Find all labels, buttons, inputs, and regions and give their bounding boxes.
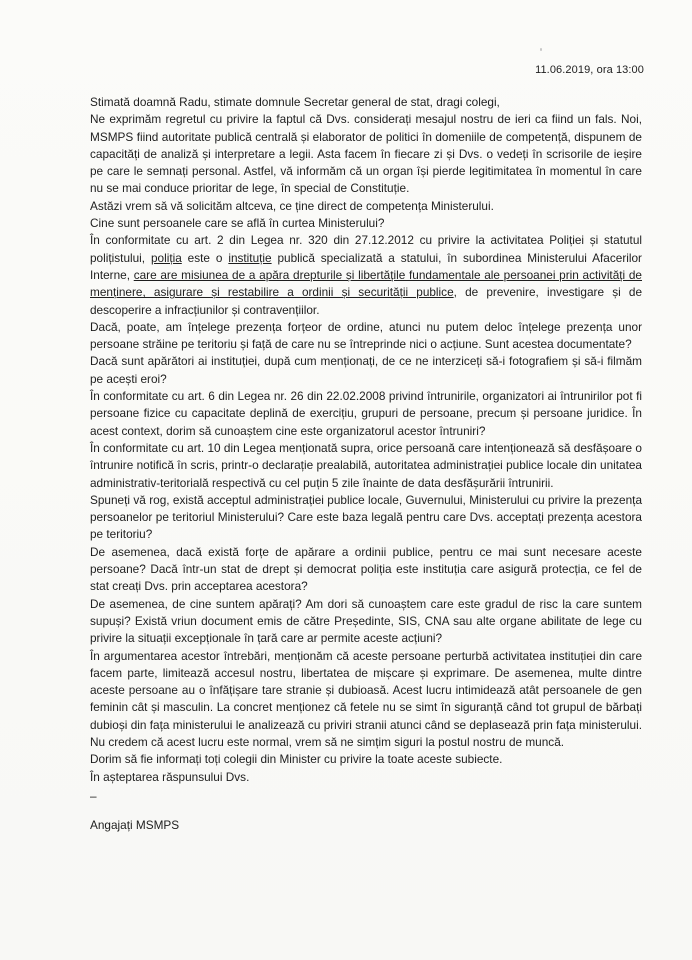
closing-line: În așteptarea răspunsului Dvs. [90,769,250,784]
police-law-text-c: publică specializată a statului, în subordinea Ministerului Afacerilor Interne, [90,250,642,282]
paragraph-police-law [90,232,642,318]
paper-speck [540,48,542,51]
paragraph-legal-basis: Spuneți vă rog, există acceptul administrației publice locale, Guvernului, Ministerului cu privire la prezența persoanelor pe teritoriul Ministerului? Care este baza legală pentru care Dvs. acceptați prezența acestora pe teritoriu? [90,492,642,542]
paragraph-defenders: Dacă sunt apărători ai instituției, după cum menționați, de ce ne interziceți să-i fotografiem și să-i filmăm pe acești eroi? [90,354,642,386]
police-law-text-b: este o [181,250,229,265]
paragraph-assembly-law-art6: În conformitate cu art. 6 din Legea nr. 26 din 22.02.2008 privind întrunirile, organizatori ai întrunirilor pot fi persoane fizice cu capacitate deplină de exercițiu, grupuri de persoane, precum și persoane juridice. În acest context, dorim să cunoaștem cine este organizatorul acestor întruniri? [90,389,642,438]
greeting-line: Stimată doamnă Radu, stimate domnule Secretar general de stat, dragi colegi, [90,95,500,109]
police-law-text-a: În conformitate cu art. 2 din Legea nr. 320 din 27.12.2012 cu privire la activitatea Poliției și statutul polițistului, [90,233,642,265]
paragraph-request: Astăzi vrem să vă solicităm altceva, ce ține direct de competența Ministerului. [90,198,494,213]
closing-dash: – [90,788,97,803]
police-law-underlined-mission: care are misiunea de a apăra drepturile și libertățile fundamentale ale persoanei prin activități de menținere, asigurare și restabilire a ordinii și securității publice [90,267,642,300]
paragraph-question-persons: Cine sunt persoanele care se află în curtea Ministerului? [90,216,385,231]
paragraph-public-order: De asemenea, dacă există forțe de apărare a ordinii publice, pentru ce mai sunt necesare aceste persoane? Dacă într-un stat de drept și democrat poliția este instituția care asigură protecția, ce fel de stat creați Dvs. prin acceptarea acestora? [90,544,642,594]
paragraph-regret: Ne exprimăm regretul cu privire la faptul că Dvs. considerați mesajul nostru de ieri ca fiind un fals. Noi, MSMPS fiind autoritate publică centrală și elaborator de politici în domeniile de competență, dispunem de capacități de analiză și interpretare a legii. Asta facem în fiecare zi și Dvs. o vedeți în scrisorile de ieșire pe care le semnați personal. Astfel, vă informăm că un organ își pierde legitimitatea în momentul în care nu se mai conduce prioritar de lege, în special de Constituție. [90,112,642,196]
police-law-underlined-institution: instituție [228,250,272,265]
police-law-text-d: , de prevenire, investigare și de descoperire a infracțiunilor și contravențiilor. [90,285,642,317]
paragraph-assembly-law-art10: În conformitate cu art. 10 din Legea menționată supra, orice persoană care intenționează să desfășoare o întrunire notifică în scris, printr-o declarație prealabilă, autoritatea administrației publice locale din unitatea administrativ-teritorială respectivă cu cel puțin 5 zile înainte de data desfășurării întrunirii. [90,440,642,490]
signature: Angajați MSMPS [90,818,180,833]
letter-date: 11.06.2019, ora 13:00 [535,64,644,76]
letter-body [90,94,642,834]
paragraph-risk: De asemenea, de cine suntem apărați? Am dori să cunoaștem care este gradul de risc la care suntem supuși? Există vriun document emis de către Președinte, SIS, CNA sau alte organe abilitate de lege cu privire la situații excepționale în țară care ar permite aceste acțiuni? [90,596,642,646]
paragraph-inform-colleagues: Dorim să fie informați toți colegii din Minister cu privire la toate aceste subiecte. [90,752,503,767]
police-law-underlined-police: poliția [150,250,182,265]
paragraph-foreign-persons: Dacă, poate, am înțelege prezența forțeor de ordine, atunci nu putem deloc înțelege prezența unor persoane străine pe teritoriu și față de care nu se întreprinde nici o acțiune. Sunt acestea documentate? [90,319,642,352]
paragraph-argument: În argumentarea acestor întrebări, menționăm că aceste persoane perturbă activitatea instituției din care facem parte, limitează accesul nostru, libertatea de mișcare și exprimare. De asemenea, multe dintre aceste persoane au o înfățișare tare stranie și dubioasă. Acest lucru intimidează atât persoanele de gen feminin cât și masculin. La concret menționez că fetele nu se simt în siguranță când tot grupul de bărbați dubioși din fața ministerului le analizează cu priviri stranii atunci când se deplasează prin fața ministerului. Nu credem că acest lucru este normal, vrem să ne simțim siguri la postul nostru de muncă. [90,648,642,749]
